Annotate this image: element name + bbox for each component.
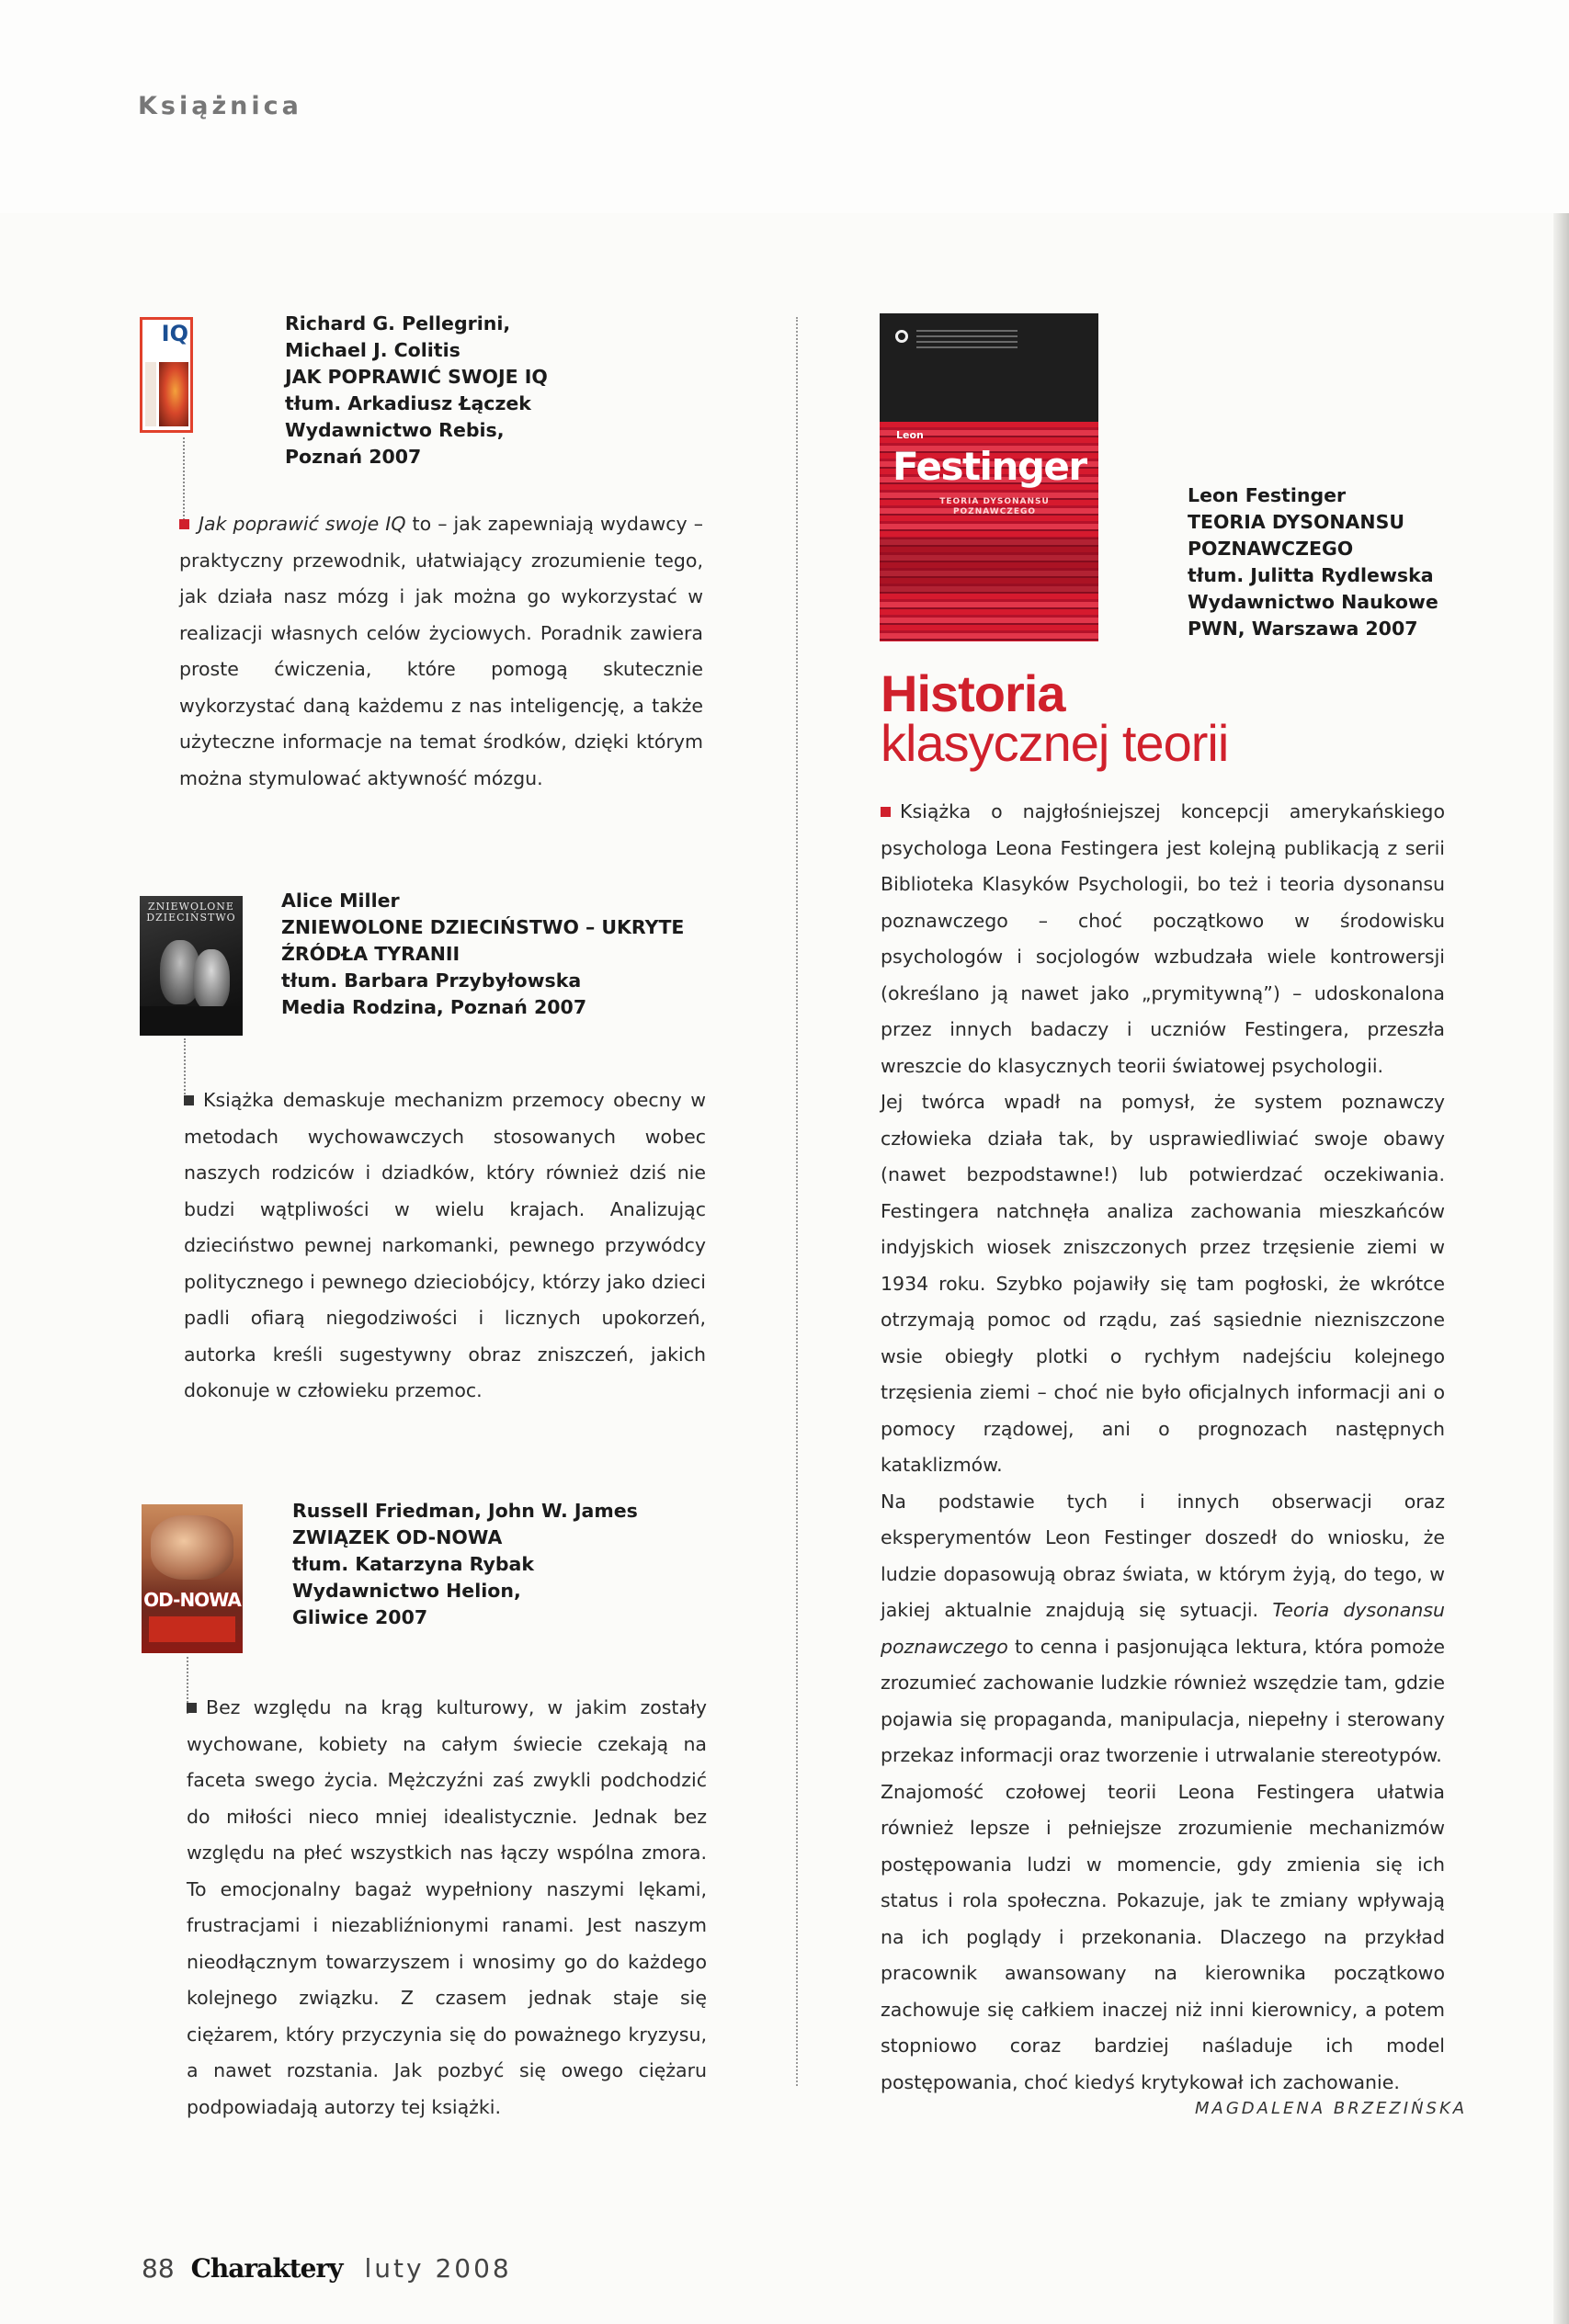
cover-title: ZNIEWOLONE DZIECIŃSTWO (146, 901, 236, 924)
headline-subtitle: klasycznej teorii (881, 714, 1229, 772)
column-divider (796, 317, 798, 2086)
book-meta-3: Russell Friedman, John W. James ZWIĄZEK OD-NOWA tłum. Katarzyna Rybak Wydawnictwo Helion, Gliwice 2007 (292, 1500, 638, 1628)
book-cover-odnowa (142, 1504, 243, 1653)
review-text-1: Jak poprawić swoje IQ to – jak zapewniają wydawcy – praktyczny przewodnik, ułatwiający zrozumienie tego, jak działa nasz mózg i jak można go wykorzystać w realizacji własnych celów życiowych. Poradnik zawiera proste ćwiczenia, które pomogą skutecznie wykorzystać daną każdemu z nas inteligencję, a także użyteczne informacje na temat środków, dzięki którym można stymulować aktywność mózgu. (179, 513, 703, 789)
book-cover-iq (140, 317, 193, 433)
red-square-icon (881, 807, 891, 817)
couple-image (151, 1515, 233, 1580)
cover-title: IQ (161, 321, 188, 346)
book-meta-2: Alice Miller ZNIEWOLONE DZIECIŃSTWO – UKRYTE ŹRÓDŁA TYRANII tłum. Barbara Przybyłowska Media Rodzina, Poznań 2007 (281, 890, 685, 1018)
dark-square-icon (187, 1703, 197, 1713)
red-square-icon (179, 519, 189, 529)
book-meta-1: Richard G. Pellegrini, Michael J. Colitis JAK POPRAWIĆ SWOJE IQ tłum. Arkadiusz Łączek Wydawnictwo Rebis, Poznań 2007 (285, 312, 548, 468)
portrait-image (193, 949, 230, 1010)
page-number: 88 (142, 2253, 175, 2284)
cover-title: OD-NOWA (143, 1589, 241, 1611)
cover-author-first: Leon (896, 429, 924, 441)
book-cover-festinger (880, 313, 1098, 641)
cover-subtitle: TEORIA DYSONANSU POZNAWCZEGO (939, 497, 1050, 516)
review-text-2: Książka demaskuje mechanizm przemocy obecny w metodach wychowawczych stosowanych wobec naszych rodziców i dziadków, który również dziś nie budzi wątpliwości w wielu krajach. Analizując dzieciństwo pewnej narkomanki, pewnego przywódcy politycznego i pewnego dzieciobójcy, którzy jako dzieci padli ofiarą niegodziwości i licznych upokorzeń, autorka kreśli sugestywny obraz zniszczeń, jakich dokonuje w człowieku przemoc. (184, 1089, 706, 1401)
feature-article: Książka o najgłośniejszej koncepcji amerykańskiego psychologa Leona Festingera jest kolejną publikacją z serii Biblioteka Klasyków Psychologii, bo też i teoria dysonansu poznawczego – choć początkowo w środowisku psychologów i socjologów wzbudzała wiele kontrowersji (określano ją nawet jako „prymitywną”) – udoskonalona przez innych badaczy i uczniów Festingera, przeszła wreszcie do klasycznych teorii światowej psychologii. Jej twórca wpadł na pomysł, że system poznawczy człowieka działa tak, by usprawiedliwiać swoje obawy (nawet bezpodstawne!) lub potwierdzać oczekiwania. Festingera natchnęła analiza zachowania mieszkańców indyjskich wiosek zniszczonych przez trzęsienie ziemi w 1934 roku. Szybko pojawiły się tam pogłoski, że wkrótce otrzymają pomoc od rządu, zaś sąsiednie niezniszczone wsie obiegły plotki o rychłym nadejściu kolejnego trzęsienia ziemi – choć nie było oficjalnych informacji ani o pomocy rządowej, ani o prognozach następnych kataklizmów. Na podstawie tych i innych obserwacji oraz eksperymentów Leon Festinger doszedł do wniosku, że ludzie dopasowują obraz świata, w którym żyją, do tego, w jakiej aktualnie znajdują się sytuacji. Teoria dysonansu poznawczego to cenna i pasjonująca lektura, która pomoże zrozumieć zachowanie ludzkie również wszędzie tam, gdzie pojawia się propaganda, manipulacja, niepełny i sterowany przekaz informacji oraz tworzenie i utrwalanie stereotypów. Znajomość czołowej teorii Leona Festingera ułatwia również lepsze i pełniejsze zrozumienie mechanizmów postępowania ludzi w momencie, gdy zmienia się ich status i rola społeczna. Pokazuje, jak te zmiany wpływają na ich poglądy i przekonania. Dlaczego na przykład pracownik awansowany na kierownika początkowo zachowuje się całkiem inaczej niż inni kierownicy, a potem stopniowo coraz bardziej naśladuje ich model postępowania, choć kiedyś krytykował ich zachowanie. (881, 800, 1445, 2093)
magazine-logo: Charaktery (190, 2253, 343, 2284)
section-label: Książnica (138, 92, 302, 120)
brain-image (159, 362, 188, 426)
review-text-3: Bez względu na krąg kulturowy, w jakim zostały wychowane, kobiety na całym świecie czekają na faceta swego życia. Mężczyźni zaś zwykli podchodzić do miłości nieco mniej idealistycznie. Jednak bez względu na płeć wszystkich nas łączy wspólna zmora. To emocjonalny bagaż wypełniony naszymi lękami, frustracjami i niezabliźnionymi ranami. Jest naszym nieodłącznym towarzyszem i wnosimy go do każdego kolejnego związku. Z czasem jednak staje się ciężarem, który przyczynia się do poważnego kryzysu, a nawet rozstania. Jak pozbyć się owego ciężaru podpowiadają autorzy tej książki. (187, 1696, 707, 2118)
page-edge-shadow (1553, 213, 1569, 2324)
publisher-logo-icon (895, 330, 908, 343)
headline: Historia (881, 664, 1065, 722)
issue-date: luty 2008 (364, 2253, 512, 2284)
author-signature: MAGDALENA BRZEZIŃSKA (1195, 2099, 1468, 2118)
dark-square-icon (184, 1095, 194, 1105)
book-cover-miller (140, 896, 243, 1036)
feature-book-meta: Leon Festinger TEORIA DYSONANSU POZNAWCZEGO tłum. Julitta Rydlewska Wydawnictwo Naukowe PWN, Warszawa 2007 (1188, 484, 1438, 640)
cover-author-last: Festinger (893, 444, 1086, 489)
page-footer (142, 2253, 512, 2284)
